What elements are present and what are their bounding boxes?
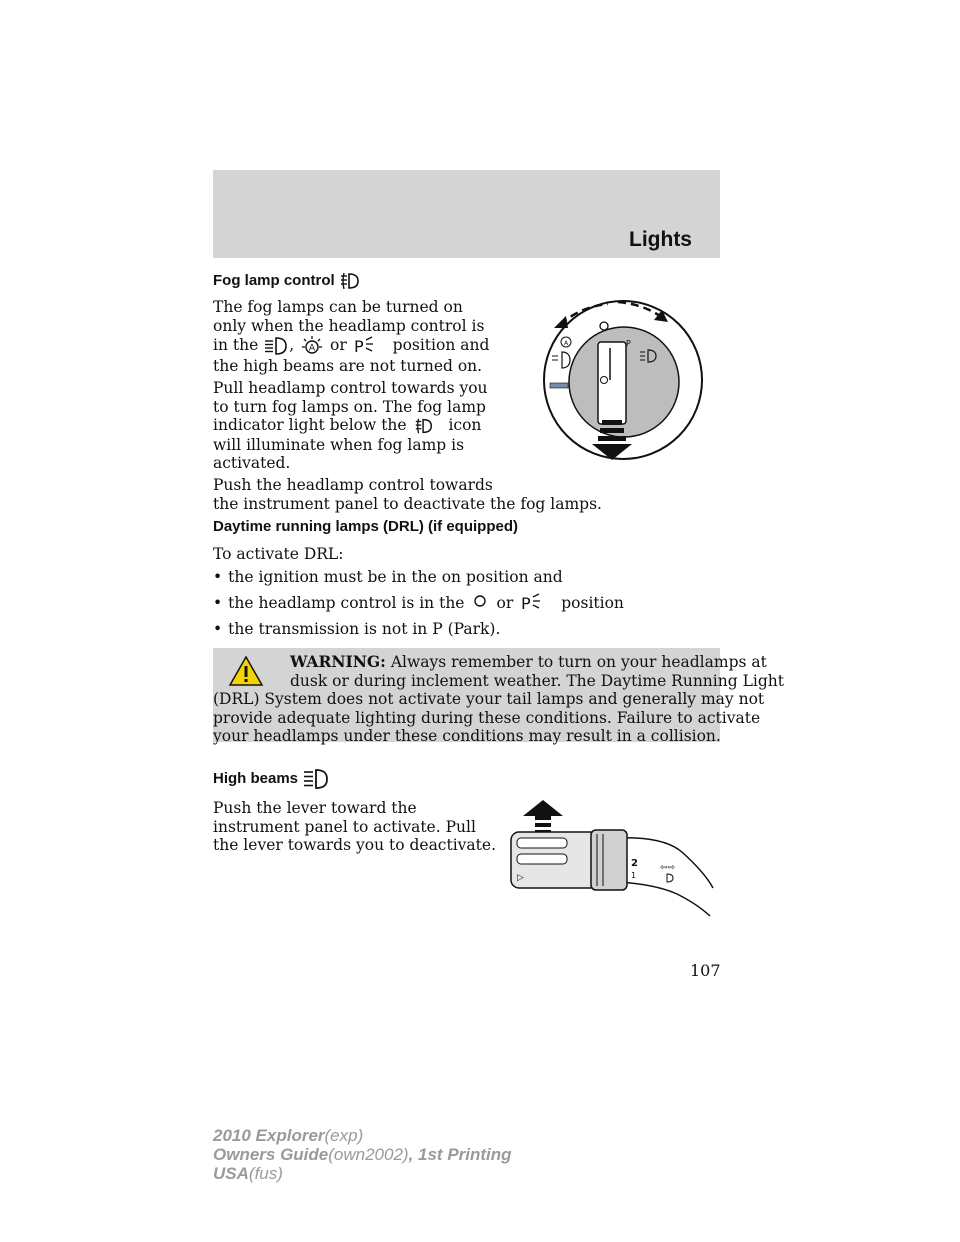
svg-text:⇦⇨: ⇦⇨ (660, 863, 676, 873)
fog-paragraph-line: will illuminate when fog lamp is (213, 436, 465, 454)
fog-text: in the (213, 336, 259, 354)
section-header-bar (213, 170, 720, 258)
fog-text: or (330, 336, 347, 354)
svg-text:2: 2 (631, 858, 638, 869)
page-number: 107 (690, 961, 721, 980)
off-circle-icon (470, 593, 490, 613)
svg-text:P: P (521, 594, 531, 613)
bullet-dot: • (213, 620, 223, 638)
high-beams-line: Push the lever toward the (213, 799, 417, 817)
parking-lamp-icon (519, 592, 549, 614)
fog-paragraph-line: Pull headlamp control towards you (213, 379, 488, 397)
fog-text: icon (448, 416, 482, 434)
drl-bullet (213, 619, 500, 639)
drl-bullet-text: the headlamp control is in the (228, 594, 465, 612)
footer-guide-code: (own2002) (328, 1145, 409, 1164)
fog-paragraph-line: activated. (213, 454, 291, 472)
warning-text: (DRL) System does not activate your tail lamps and generally may not (213, 690, 765, 708)
high-beams-heading (213, 768, 330, 790)
fog-text: indicator light below the (213, 416, 407, 434)
warning-triangle-icon (228, 655, 264, 687)
fog-indicator-line (213, 415, 481, 436)
autolamp-icon (299, 335, 325, 357)
headlamp-control-illustration (538, 290, 708, 465)
fog-lamp-icon (339, 270, 361, 292)
footer-line-3 (213, 1164, 283, 1184)
drl-heading: Daytime running lamps (DRL) (if equipped) (213, 518, 519, 535)
footer-guide: Owners Guide (213, 1145, 329, 1164)
warning-text: provide adequate lighting during these conditions. Failure to activate (213, 709, 761, 727)
drl-bullet-text: position (561, 594, 624, 612)
fog-paragraph-line: Push the headlamp control towards (213, 476, 493, 494)
fog-text: , (289, 336, 295, 354)
warning-text: Always remember to turn on your headlamps at (390, 653, 767, 671)
bullet-dot: • (213, 568, 223, 586)
warning-text: your headlamps under these conditions may result in a collision. (213, 727, 721, 745)
fog-lamp-icon (412, 416, 436, 436)
bullet-dot: • (213, 594, 223, 612)
fog-position-line (213, 335, 489, 357)
svg-text:A: A (308, 343, 316, 354)
footer-model: 2010 Explorer (213, 1126, 325, 1145)
fog-text: position and (392, 336, 490, 354)
svg-text:P: P (353, 337, 364, 356)
multifunction-lever-illustration (505, 798, 720, 920)
warning-line (290, 652, 767, 672)
svg-text:1: 1 (631, 871, 637, 880)
high-beams-line: the lever towards you to deactivate. (213, 836, 497, 854)
warning-label: WARNING: (290, 652, 386, 671)
parking-lamp-icon (352, 335, 382, 357)
fog-paragraph-line: the instrument panel to deactivate the fog lamps. (213, 495, 602, 513)
drl-bullet (213, 592, 624, 614)
high-beams-line: instrument panel to activate. Pull (213, 818, 476, 836)
drl-bullet-text: or (496, 594, 514, 612)
svg-text:P: P (626, 339, 631, 348)
footer-region-code: (fus) (248, 1164, 283, 1183)
headlamp-icon (263, 336, 289, 356)
fog-paragraph-line: the high beams are not turned on. (213, 357, 483, 375)
footer-printing: , 1st Printing (408, 1145, 512, 1164)
drl-intro: To activate DRL: (213, 545, 344, 563)
fog-paragraph-line: only when the headlamp control is (213, 317, 485, 335)
svg-text:A: A (563, 340, 569, 347)
high-beams-heading-text: High beams (213, 769, 299, 787)
high-beam-icon (302, 768, 330, 790)
footer-line-2 (213, 1145, 512, 1165)
drl-bullet (213, 567, 563, 587)
footer-model-code: (exp) (324, 1126, 364, 1145)
fog-lamp-heading (213, 270, 361, 292)
warning-text: dusk or during inclement weather. The Daytime Running Light (290, 672, 784, 690)
footer-line-1 (213, 1126, 363, 1146)
fog-lamp-heading-text: Fog lamp control (213, 271, 335, 289)
fog-paragraph-line: to turn fog lamps on. The fog lamp (213, 398, 486, 416)
svg-text:▷: ▷ (517, 873, 524, 883)
footer-region: USA (213, 1164, 249, 1183)
drl-bullet-text: the transmission is not in P (Park). (228, 620, 501, 638)
section-title: Lights (629, 228, 692, 251)
fog-paragraph-line: The fog lamps can be turned on (213, 298, 463, 316)
drl-bullet-text: the ignition must be in the on position and (228, 568, 563, 586)
